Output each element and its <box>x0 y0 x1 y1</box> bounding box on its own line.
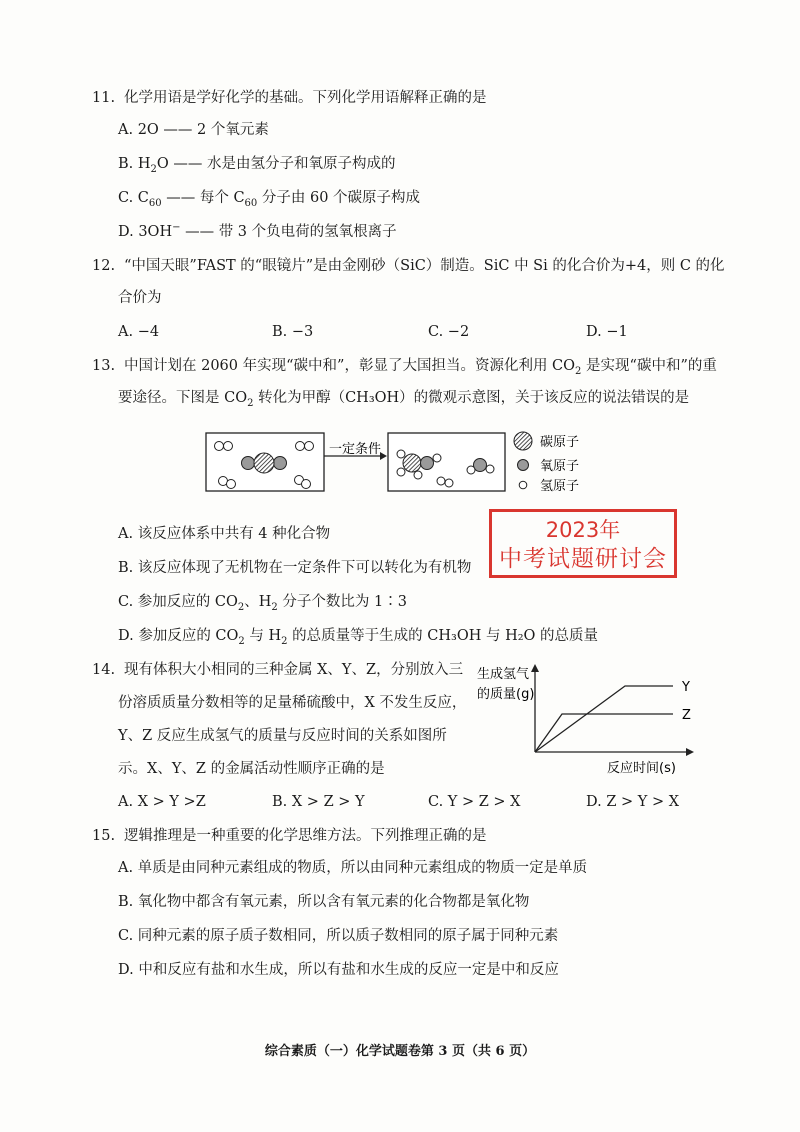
question-number: 14. <box>92 662 116 678</box>
q14-option-c: C. Y > Z > X <box>428 794 521 810</box>
q14-stem-line1: 14. 现有体积大小相同的三种金属 X、Y、Z，分别放入三 <box>92 662 464 678</box>
question-number: 15. <box>92 828 116 844</box>
q11-option-b: B. $H_2O$ —— 水是由氢分子和氧原子构成的 <box>118 156 396 175</box>
question-number: 13. <box>92 358 116 374</box>
q12-option-a: A. −4 <box>118 324 160 340</box>
q14-stem-line2: 份溶质质量分数相等的足量稀硫酸中，X 不发生反应， <box>118 695 467 711</box>
q15-option-b: B. 氧化物中都含有氧元素，所以含有氧元素的化合物都是氧化物 <box>118 894 530 910</box>
q14-stem-line4: 示。X、Y、Z 的金属活动性顺序正确的是 <box>118 761 385 777</box>
q12-option-d: D. −1 <box>586 324 628 340</box>
series-label-z: Z <box>682 708 691 723</box>
q15-option-d: D. 中和反应有盐和水生成，所以有盐和水生成的反应一定是中和反应 <box>118 962 559 978</box>
q11-option-c: C. $C_{60}$ —— 每个 $C_{60}$ 分子由 60 个碳原子构成 <box>118 190 421 209</box>
q13-option-b: B. 该反应体现了无机物在一定条件下可以转化为有机物 <box>118 560 472 576</box>
svg-text:氧原子: 氧原子 <box>540 459 580 474</box>
series-line-z <box>535 714 673 752</box>
watermark-stamp: 2023年 中考试题研讨会 <box>489 509 677 578</box>
q15-option-c: C. 同种元素的原子质子数相同，所以质子数相同的原子属于同种元素 <box>118 928 559 944</box>
q13-option-c: C. 参加反应的 $CO_2$、$H_2$ 分子个数比为 1∶3 <box>118 594 407 613</box>
series-line-y <box>535 686 673 752</box>
q12-stem-line2: 合价为 <box>118 290 162 306</box>
reaction-microscopic-diagram <box>205 428 625 494</box>
hydrogen-legend-icon <box>519 481 527 489</box>
legend <box>514 432 579 494</box>
q13-option-d: D. 参加反应的 $CO_2$ 与 $H_2$ 的总质量等于生成的 CH₃OH 与 H₂O 的总质量 <box>118 628 599 647</box>
q14-option-b: B. X > Z > Y <box>272 794 365 810</box>
question-number: 12. <box>92 258 116 274</box>
y-axis-label-line2: 的质量(g) <box>477 687 535 702</box>
q13-stem-line1: 13. 中国计划在 2060 年实现“碳中和”，彰显了大国担当。资源化利用 $CO_2$ 是实现“碳中和”的重 <box>92 358 717 377</box>
svg-text:氢原子: 氢原子 <box>540 479 580 494</box>
hydrogen-mass-vs-time-graph <box>477 662 705 780</box>
arrow-label: 一定条件 <box>329 442 382 457</box>
question-number: 11. <box>92 90 116 106</box>
q11-stem: 11. 化学用语是学好化学的基础。下列化学用语解释正确的是 <box>92 90 487 106</box>
q13-option-a: A. 该反应体系中共有 4 种化合物 <box>118 526 331 542</box>
y-axis-label-line1: 生成氢气 <box>477 667 530 682</box>
q15-option-a: A. 单质是由同种元素组成的物质，所以由同种元素组成的物质一定是单质 <box>118 860 588 876</box>
page-footer: 综合素质（一）化学试题卷第 3 页（共 6 页） <box>264 1044 536 1059</box>
q11-option-d: D. 3OH− —— 带 3 个负电荷的氢氧根离子 <box>118 222 397 240</box>
oxygen-legend-icon <box>518 460 529 471</box>
q14-option-a: A. X > Y >Z <box>118 794 206 810</box>
svg-text:碳原子: 碳原子 <box>540 435 580 450</box>
q12-option-c: C. −2 <box>428 324 470 340</box>
carbon-legend-icon <box>514 432 532 450</box>
q14-stem-line3: Y、Z 反应生成氢气的质量与反应时间的关系如图所 <box>118 728 447 744</box>
series-label-y: Y <box>682 680 690 695</box>
q12-stem-line1: 12. “中国天眼”FAST 的“眼镜片”是由金刚砂（SiC）制造。SiC 中 Si 的化合价为+4，则 C 的化 <box>92 258 725 274</box>
x-axis-label: 反应时间(s) <box>607 761 676 776</box>
q11-option-a: A. 2O —— 2 个氧元素 <box>118 122 269 138</box>
q13-stem-line2: 要途径。下图是 $CO_2$ 转化为甲醇（CH₃OH）的微观示意图，关于该反应的说法错误的是 <box>118 390 690 409</box>
q15-stem: 15. 逻辑推理是一种重要的化学思维方法。下列推理正确的是 <box>92 828 487 844</box>
q12-option-b: B. −3 <box>272 324 314 340</box>
q14-option-d: D. Z > Y > X <box>586 794 680 810</box>
